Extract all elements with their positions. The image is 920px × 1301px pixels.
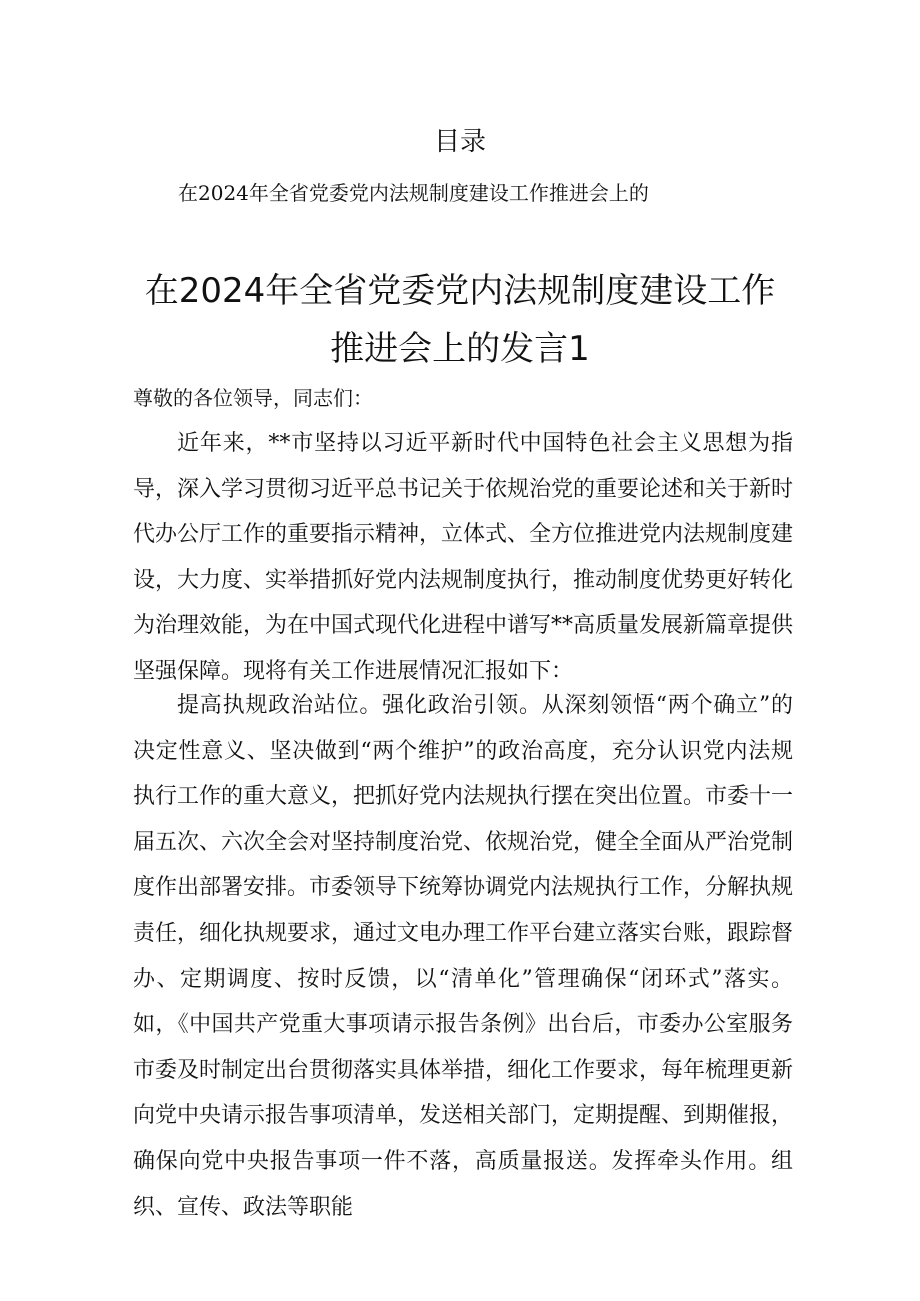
document-title-line-2: 推进会上的发言1 (330, 329, 590, 369)
toc-entry: 在2024年全省党委党内法规制度建设工作推进会上的 (178, 181, 649, 205)
document-title-line-1: 在2024年全省党委党内法规制度建设工作 (144, 271, 776, 311)
toc-heading: 目录 (433, 127, 486, 157)
document-title (0, 262, 920, 378)
salutation: 尊敬的各位领导，同志们： (133, 386, 373, 410)
body-paragraph-1: 近年来，**市坚持以习近平新时代中国特色社会主义思想为指导，深入学习贯彻习近平总书记关于依规治党的重要论述和关于新时代办公厅工作的重要指示精神，立体式、全方位推进党内法规制度建设，大力度、实举措抓好党内法规制度执行，推动制度优势更好转化为治理效能，为在中国式现代化进程中谱写**高质量发展新篇章提供坚强保障。现将有关工作进展情况汇报如下： (133, 431, 794, 684)
body-paragraph-2: 提高执规政治站位。强化政治引领。从深刻领悟“两个确立”的决定性意义、坚决做到“两个维护”的政治高度，充分认识党内法规执行工作的重大意义，把抓好党内法规执行摆在突出位置。市委十一届五次、六次全会对坚持制度治党、依规治党，健全全面从严治党制度作出部署安排。市委领导下统筹协调党内法规执行工作，分解执规责任，细化执规要求，通过文电办理工作平台建立落实台账，跟踪督办、定期调度、按时反馈，以“清单化”管理确保“闭环式”落实。如，《中国共产党重大事项请示报告条例》出台后，市委办公室服务市委及时制定出台贯彻落实具体举措，细化工作要求，每年梳理更新向党中央请示报告事项清单，发送相关部门，定期提醒、到期催报，确保向党中央报告事项一件不落，高质量报送。发挥牵头作用。组织、宣传、政法等职能 (133, 693, 794, 1220)
